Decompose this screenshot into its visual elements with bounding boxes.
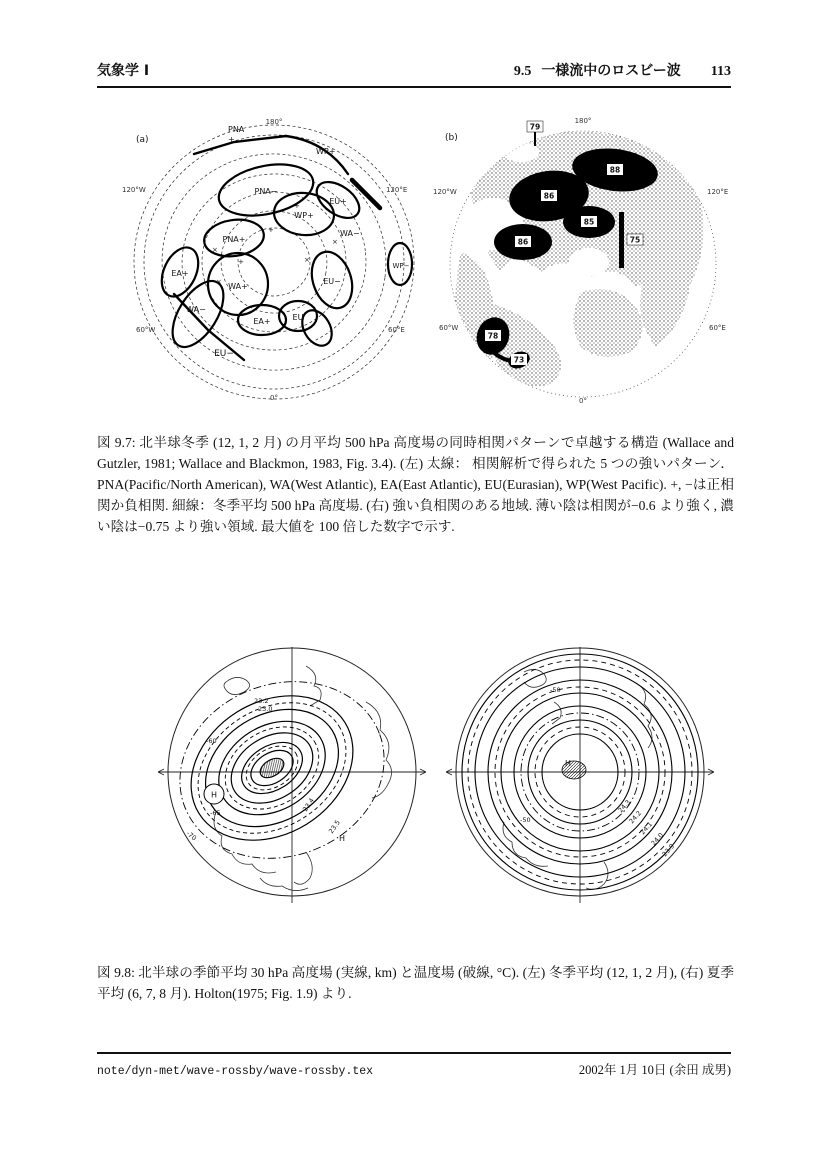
high-mark-aleutian: H <box>210 790 218 800</box>
high-mark-pole: H <box>564 759 572 768</box>
map-panel-summer-30hpa <box>444 642 716 908</box>
height-label-240: 24.0 <box>649 831 666 848</box>
label-wa-plus: WA+ <box>228 282 248 291</box>
figure-9-7-caption: 図 9.7: 北半球冬季 (12, 1, 2 月) の月平均 500 hPa 高度場の同時相関パターンで卓越する構造 (Wallace and Gutzler, 1981; Wallace and Blackmon, 1983, Fig. 3.4). (左) 太線： 相関解析で得られた 5 つの強いパターン． PNA(Pacific/North American), WA(West Atlantic), EA(East Atlantic), EU(Eurasian), WP(West Pacific). +, −は正相関か負相関. 細線：冬季平均 500 hPa 高度場. (右) 強い負相関のある地域. 薄い陰は相関が−0.6 より強く, 濃い陰は−0.75 より強い領域. 最大値を 100 倍した数字で示す. <box>97 434 734 534</box>
high-mark-east: H <box>338 834 346 843</box>
max-box-southwest <box>485 330 501 341</box>
svg-text:78: 78 <box>487 331 499 341</box>
svg-text:×: × <box>212 246 218 254</box>
course-title: 気象学 I <box>97 63 150 79</box>
panel-a-tag: (a) <box>136 135 149 145</box>
lon-120e: 120°E <box>707 188 729 196</box>
lon-180: 180° <box>265 118 283 126</box>
lon-60w: 60°W <box>439 324 459 332</box>
map-panel-b-negative-correlation <box>431 112 743 406</box>
lon-0: 0° <box>579 397 587 405</box>
svg-text:88: 88 <box>609 165 621 175</box>
panel-b-tag: (b) <box>445 133 458 143</box>
high-pressure-center <box>562 759 586 779</box>
page-number: 113 <box>710 64 731 79</box>
max-box-east <box>627 234 643 245</box>
coastlines <box>214 666 392 891</box>
figure-9-8 <box>156 642 716 908</box>
pattern-axis-lines-thick <box>174 136 380 360</box>
map-panel-a-teleconnection-patterns <box>116 112 431 406</box>
max-box-top <box>527 121 543 132</box>
lon-60e: 60°E <box>709 324 726 332</box>
lon-60w: 60°W <box>136 326 156 334</box>
max-box-northwest <box>541 190 557 201</box>
svg-text:85: 85 <box>583 217 595 227</box>
svg-text:79: 79 <box>529 122 541 132</box>
svg-text:×: × <box>332 238 338 246</box>
label-pna-line-sign: + <box>228 135 235 144</box>
max-box-south <box>511 354 527 365</box>
footer-rule <box>97 1052 731 1054</box>
panel-a-labels <box>122 118 410 402</box>
height-label-234: 23.4 <box>301 796 316 814</box>
label-ea-plus-w: EA+ <box>171 269 189 278</box>
height-contours-thin <box>134 125 414 399</box>
svg-text:86: 86 <box>543 191 555 201</box>
temp-label-m50-left: -50 <box>520 816 531 824</box>
temp-label-m60: -60 <box>206 737 217 745</box>
height-label-243: 24.3 <box>616 798 633 815</box>
height-label-235: 23.5 <box>327 818 342 836</box>
revision-date-author: 2002年 1月 10日 (余田 成男) <box>578 1063 731 1077</box>
svg-text:86: 86 <box>517 237 529 247</box>
label-eu-minus-e: EU− <box>323 277 341 286</box>
height-label-242: 24.2 <box>627 809 644 826</box>
label-eu-s: EU <box>292 313 304 322</box>
lon-180: 180° <box>574 117 592 125</box>
label-pna-plus: PNA+ <box>222 235 246 244</box>
figure-9-8-caption: 図 9.8: 北半球の季節平均 30 hPa 高度場 (実線, km) と温度場 (破線, °C). (左) 冬季平均 (12, 1, 2 月), (右) 夏季平均 (6, 7, 8 月). Holton(1975; Fig. 1.9) より. <box>97 964 734 1001</box>
temp-label-m65: -65 <box>210 809 221 817</box>
label-pna-minus: PNA− <box>254 187 278 196</box>
svg-text:+: + <box>238 258 244 266</box>
svg-text:73: 73 <box>513 355 525 365</box>
source-file-path: note/dyn-met/wave-rossby/wave-rossby.tex <box>97 1065 374 1078</box>
svg-text:×: × <box>304 256 310 264</box>
temp-label-m70: -70 <box>184 829 198 843</box>
header-right <box>514 60 731 80</box>
lon-60e: 60°E <box>388 326 405 334</box>
label-wp-minus-far-e: WP− <box>392 262 410 270</box>
page-footer <box>97 1060 731 1078</box>
height-label-239: 23.9 <box>660 842 677 859</box>
header-rule <box>97 86 731 88</box>
height-label-230: 23.0 <box>258 705 273 713</box>
max-box-northeast <box>607 164 623 175</box>
height-label-232: 23.2 <box>254 697 269 705</box>
svg-text:+: + <box>294 202 300 210</box>
section-title: 一様流中のロスビー波 <box>541 63 681 79</box>
height-contours-solid-vortex <box>164 666 380 869</box>
coastlines <box>503 669 652 889</box>
temperature-contours-dashed <box>156 654 409 887</box>
lon-120w: 120°W <box>122 186 146 194</box>
lon-120w: 120°W <box>433 188 457 196</box>
map-panel-winter-30hpa <box>156 642 428 908</box>
page-header <box>97 60 731 80</box>
svg-text:75: 75 <box>629 235 641 245</box>
label-eu-plus-ne: EU+ <box>329 197 347 206</box>
lon-0: 0° <box>270 394 278 402</box>
label-wp-line: WP+ <box>316 147 336 156</box>
label-wp-plus: WP+ <box>294 211 314 220</box>
temp-label-m50-top: -50 <box>550 686 561 694</box>
label-wa-minus-e: WA− <box>340 229 360 238</box>
figure-9-7 <box>116 112 743 406</box>
height-label-241: 24.1 <box>638 820 655 837</box>
svg-text:+: + <box>268 226 274 234</box>
max-box-center <box>581 216 597 227</box>
lon-120e: 120°E <box>386 186 408 194</box>
section-number: 9.5 <box>513 64 532 79</box>
label-wa-minus-sw: WA− <box>186 305 206 314</box>
max-box-west <box>515 236 531 247</box>
svg-text:×: × <box>216 278 222 286</box>
label-eu-minus-sw: EU− <box>214 349 234 359</box>
label-pna-line: PNA <box>228 125 245 134</box>
label-ea-plus-s: EA+ <box>253 317 271 326</box>
